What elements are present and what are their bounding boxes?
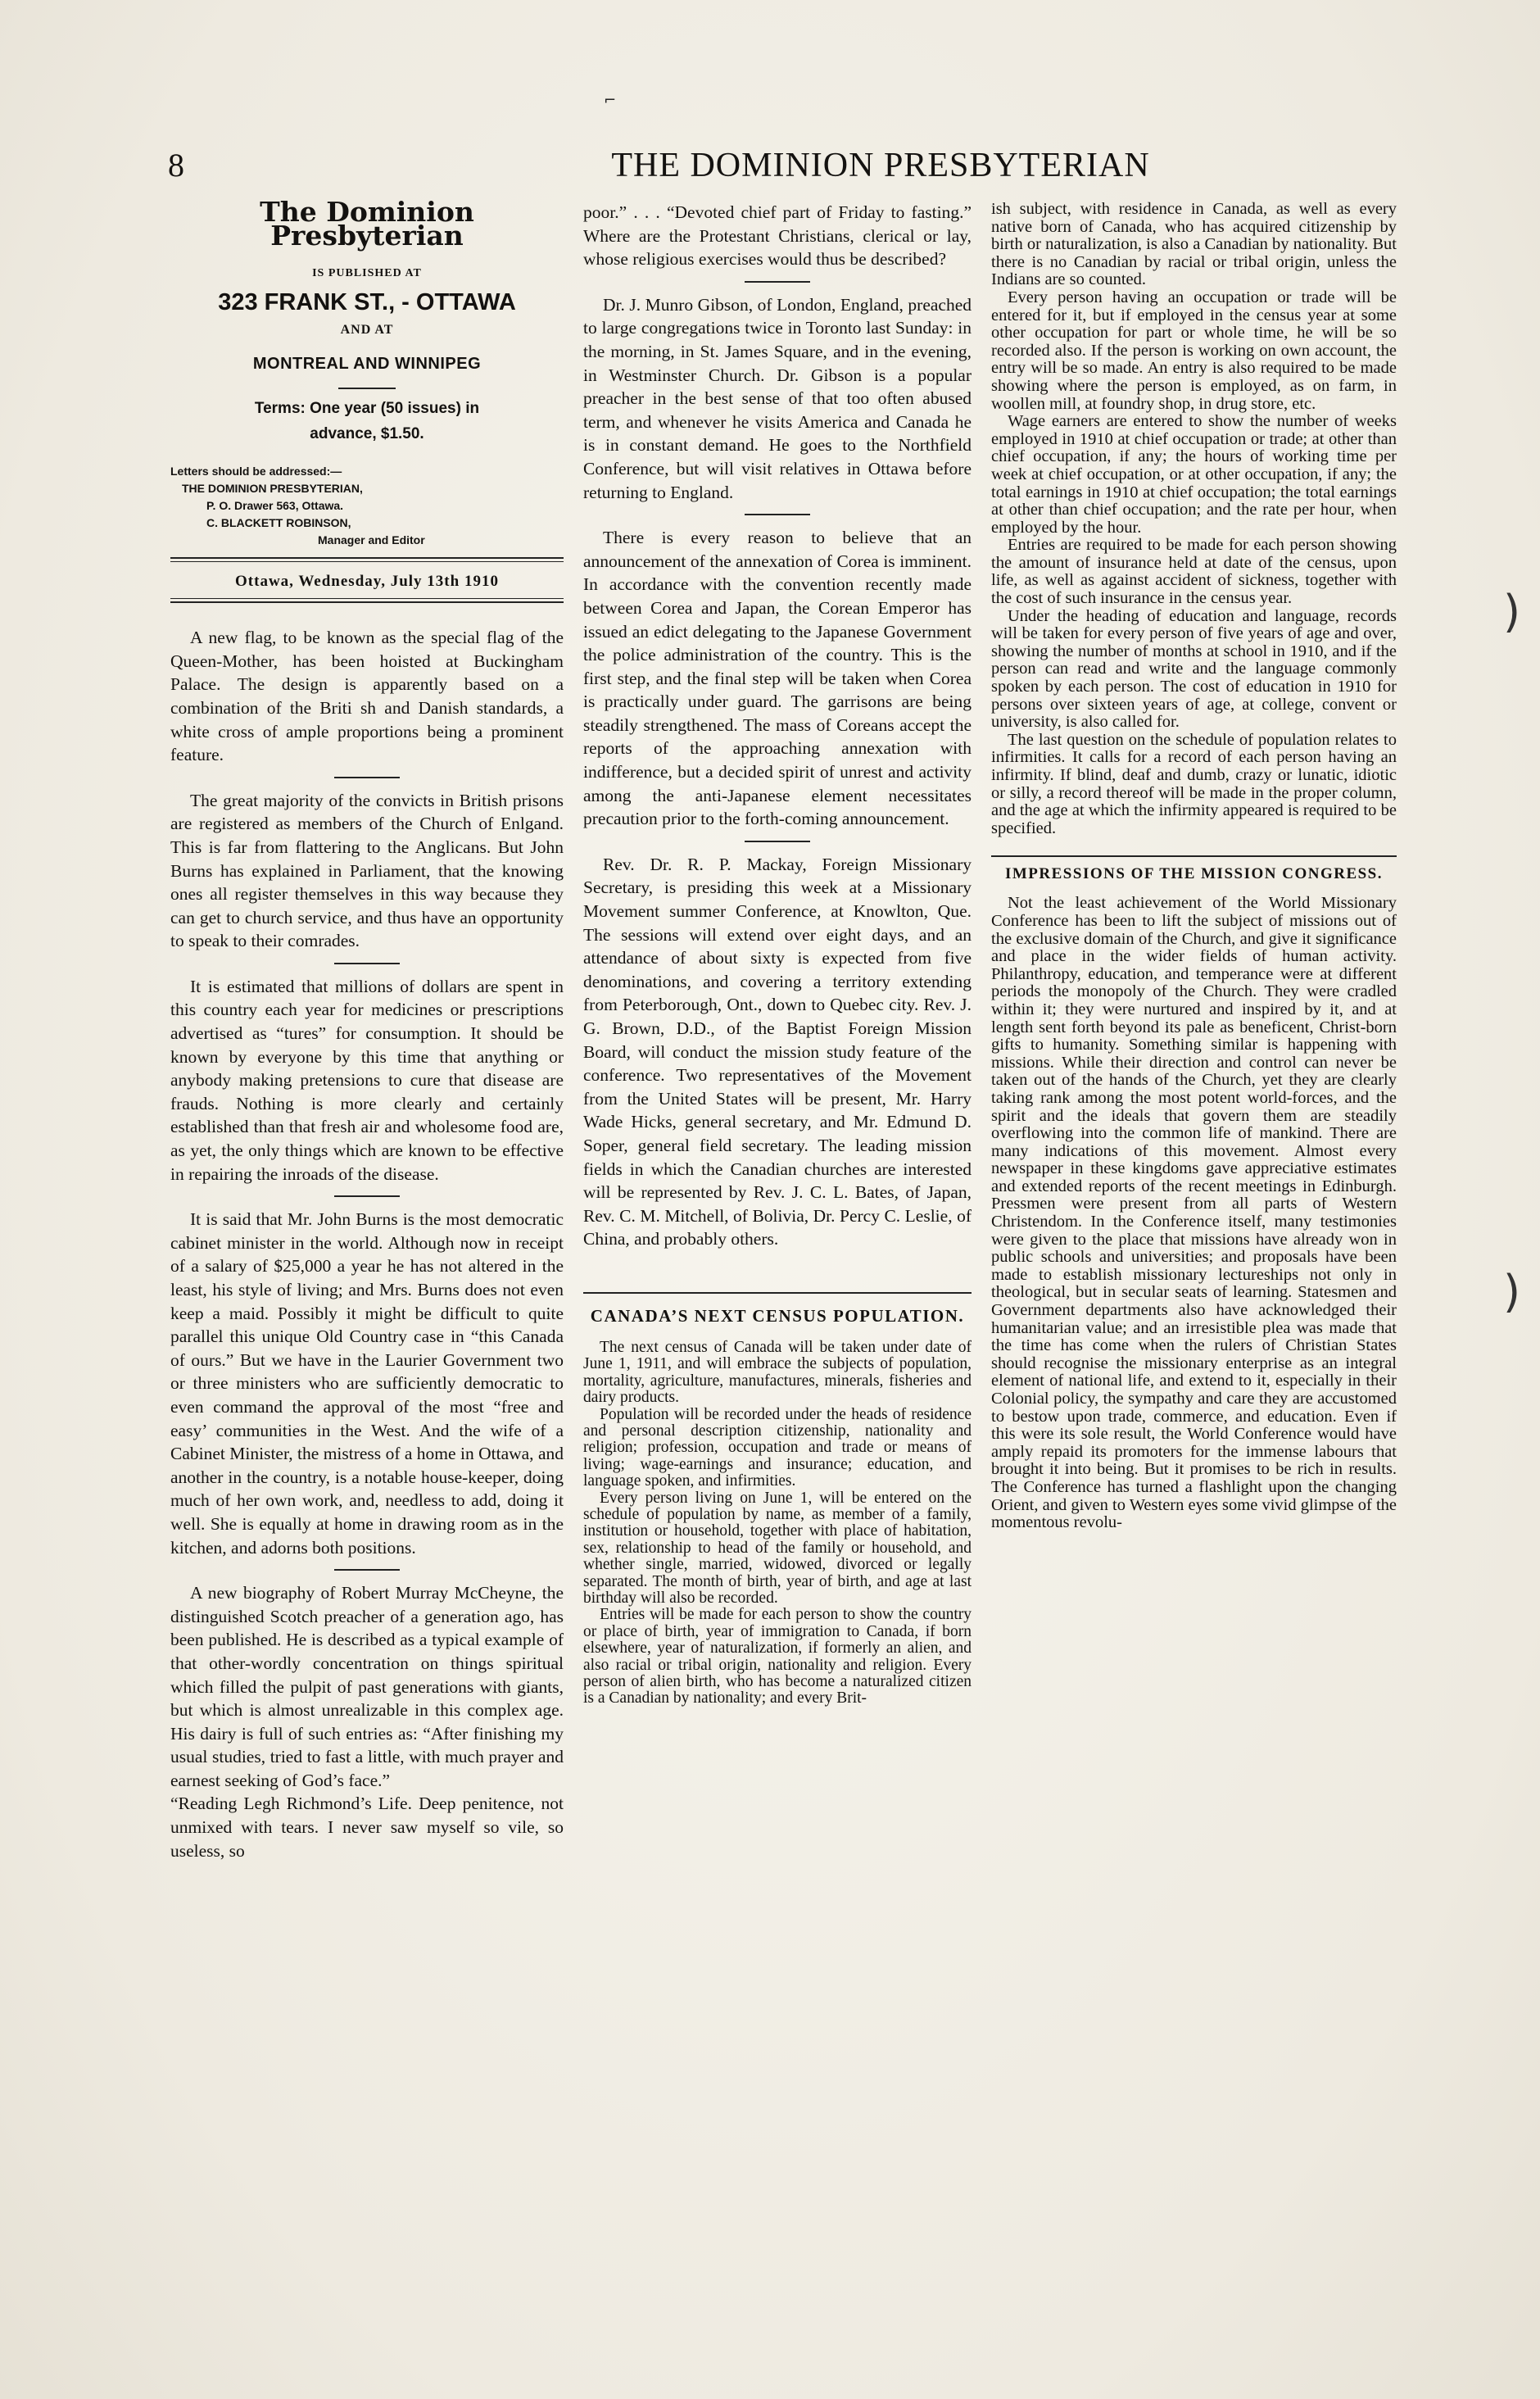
letters-line-4: C. BLACKETT ROBINSON,: [206, 515, 351, 529]
mission-heading: IMPRESSIONS OF THE MISSION CONGRESS.: [1004, 865, 1383, 883]
masthead-and-at: AND AT: [340, 323, 394, 338]
article-munro-gibson: Dr. J. Munro Gibson, of London, England, preached to large congregations twice in Toronto last Sunday: in the morning, in St. James Square, and in the evening, in Westminster Church. Dr. Gibson is a popular preacher in the best sense of that too often abused term, and whenever he visits America and Canada he is in constant demand. He goes to the Northfield Conference, but will visit relatives in Ottawa before returning to England.: [583, 294, 972, 502]
masthead-published-at: IS PUBLISHED AT: [312, 267, 422, 280]
dateline-rule-bottom: [170, 598, 564, 603]
article-mccheyne-quote: “Reading Legh Richmond’s Life. Deep penitence, not unmixed with tears. I never saw myself so vile, so useless, so: [170, 1794, 564, 1861]
article-convicts: The great majority of the convicts in British prisons are registered as members of the Church of Enlgand. This is far from flattering to the Anglicans. But John Burns has explained in Parliament, that the knowing ones all register themselves in this way because they can get to church service, and thus have an opportunity to speak to their comrades.: [170, 790, 564, 951]
terms-line-1: Terms: One year (50 issues) in: [254, 399, 480, 417]
dateline: Ottawa, Wednesday, July 13th 1910: [235, 572, 499, 590]
masthead-terms: [170, 396, 564, 447]
article-mackay-conference: Rev. Dr. R. P. Mackay, Foreign Missionary Secretary, is presiding this week at a Missionary Movement summer Conference, at Knowlton, Que. The sessions will extend over eight days, and an attendance of about sixty is expected from five denominations, and covering a territory extending from Peterborough, Ont., down to Quebec city. Rev. J. G. Brown, D.D., of the Baptist Foreign Mission Board, will conduct the mission study feature of the conference. Two representatives of the Movement from the United States will be present, Mr. Harry Wade Hicks, general secretary, and Mr. Edmund D. Soper, general field secretary. The leading mission fields in which the Canadian churches are interested will be represented by Rev. J. C. L. Bates, of Japan, Rev. C. M. Mitchell, of Bolivia, Dr. Percy C. Leslie, of China, and probably others.: [583, 854, 972, 1249]
terms-line-2: advance, $1.50.: [310, 424, 424, 442]
census-paragraph: Wage earners are entered to show the number of weeks employed in 1910 at chief occupation or trade; at other than chief occupation, if any; the hours of working time per week at chief occupation, or at other occupation, if any; the total earnings in 1910 at chief occupation; the total earnings at other than chief occupation; and the rate per hour, when employed by the hour.: [991, 412, 1397, 537]
separator: [745, 281, 810, 283]
letters-line-3: P. O. Drawer 563, Ottawa.: [206, 498, 344, 512]
top-scan-mark: ⌐: [604, 92, 617, 109]
mission-paragraph: Not the least achievement of the World Missionary Conference has been to lift the subject of missions out of the exclusive domain of the Church, and give it significance and place in the wider fields of human activity. Philanthropy, education, and temperance were at different periods the monopoly of the Church. They were cradled within it; they were nurtured and inspired by it, and at length sent forth beyond its pale as beneficent, Christ-born gifts to humanity. Something similar is happening with missions. While their direction and control can never be taken out of the hands of the Church, yet they are clearly taking rank among the most potent world-forces, and the spirit and the ideals that govern them are steadily overflowing into the common life of mankind. There are many indications of this movement. Almost every newspaper in these kingdoms gave appreciative estimates and extended reports of the recent meetings in Edinburgh. Pressmen were present from all parts of Western Christendom. In the Conference itself, many testimonies were given to the place that missions have already won in public schools and universities; and proposals have been made to establish missionary lectureships not only in theological, but in secular seats of learning. Statesmen and Government departments also have acknowledged their humanitarian value; and an irresistible plea was made that the time has come when the rulers of Christian States should recognise the missionary enterprise as an integral element of national life, and extend to it, especially in their Colonial policy, the sympathy and care they are accustomed to bestow upon trade, commerce, and education. Even if this were its sole result, the World Conference would have amply repaid its promoters for the immense labours that brought it into being. But it promises to be rich in results. The Conference has turned a flashlight upon the changing Orient, and given to Western eyes some vivid glimpse of the momentous revolu-: [991, 894, 1397, 1532]
right-edge-bracket-upper: ): [1503, 586, 1521, 637]
article-flag: A new flag, to be known as the special flag of the Queen-Mother, has been hoisted at Buckingham Palace. The design is apparently based on a combination of the Briti sh and Danish standards, a white cross of ample proportions being a prominent feature.: [170, 628, 564, 765]
separator: [334, 1569, 400, 1571]
census-paragraph: Every person living on June 1, will be entered on the schedule of population by name, as member of a family, institution or household, together with place of habitation, sex, relationship to head of the family or household, and whether single, married, widowed, divorced or legally separated. The month of birth, year of birth, and age at last birthday will also be recorded.: [583, 1489, 972, 1608]
separator: [745, 514, 810, 515]
letters-line-5: Manager and Editor: [318, 533, 425, 546]
page-header: [168, 146, 1397, 195]
separator: [334, 963, 400, 964]
census-paragraph: Every person having an occupation or trade will be entered for it, but if employed in the census year at some other occupation for part or whole time, he will be so recorded also. If the person is working on own account, the entry will be so made. An entry is also required to be made showing where the person is employed, as on farm, in woollen mill, at foundry shop, in drug store, etc.: [991, 288, 1397, 413]
article-corea: There is every reason to believe that an announcement of the annexation of Corea is imminent. In accordance with the convention recently made between Corea and Japan, the Corean Emperor has issued an edict delegating to the Japanese Government the police administration of the country. This is the first step, and the final step will be taken when Corea is practically under guard. The garrisons are being steadily strengthened. The mass of Coreans accept the reports of the approaching annexation with indifference, but a decided spirit of unrest and activity among the anti-Japanese element necessitates precaution prior to the forth-coming announcement.: [583, 528, 972, 829]
right-edge-bracket-lower: ): [1503, 1266, 1521, 1317]
census-article-continued: [991, 201, 1397, 837]
census-paragraph: The last question on the schedule of population relates to infirmities. It calls for a record of each person having an infirmity. If blind, deaf and dumb, crazy or lunatic, idiotic or silly, a record thereof will be made in the proper column, and the age at which the infirmity appeared is required to be specified.: [991, 730, 1397, 837]
separator: [745, 841, 810, 842]
census-paragraph: Population will be recorded under the heads of residence and personal description citizenship, nationality and religion; profession, occupation and trade or means of living; wage-earnings and insurance; education, and language spoken, and infirmities.: [583, 1405, 972, 1490]
census-paragraph: ish subject, with residence in Canada, as well as every native born of Canada, who has acquired citizenship by birth or naturalization, is also a Canadian by nationality. But there is no Canadian by racial or tribal origin, unless the Indians are so counted.: [991, 200, 1397, 289]
column-1: [170, 196, 564, 1862]
letters-line-1: Letters should be addressed:—: [170, 464, 342, 478]
census-paragraph: Entries will be made for each person to show the country or place of birth, year of immigration to Canada, if born elsewhere, year of naturalization, if formerly an alien, and also racial or tribal origin, nationality and religion. Every person of alien birth, who has become a naturalized citizen is a Canadian by nationality; and every Brit-: [583, 1606, 972, 1707]
census-paragraph: Under the heading of education and language, records will be taken for every person of five years of age and over, showing the number of months at school in 1910, and if the person can read and write and the language commonly spoken by each person. The cost of education in 1910 for persons over sixteen years of age, at college, convent or university, is also called for.: [991, 606, 1397, 732]
census-article: [583, 1340, 972, 1707]
census-paragraph: The next census of Canada will be taken under date of June 1, 1911, and will embrace the subjects of population, mortality, agriculture, manufactures, minerals, fisheries and dairy products.: [583, 1338, 972, 1407]
masthead-letters: [170, 463, 564, 549]
separator: [334, 777, 400, 778]
census-paragraph: Entries are required to be made for each person showing the amount of insurance held at date of the census, upon life, as well as against accident of sickness, together with the cost of such insurance in the census year.: [991, 536, 1397, 608]
separator: [334, 1195, 400, 1197]
running-head: THE DOMINION PRESBYTERIAN: [611, 147, 1150, 184]
letters-line-2: THE DOMINION PRESBYTERIAN,: [182, 481, 363, 495]
masthead-rule: [338, 388, 396, 389]
mission-heading-rule: [991, 855, 1397, 857]
article-john-burns: It is said that Mr. John Burns is the most democratic cabinet minister in the world. Although now in receipt of a salary of $25,000 a year he has not altered in the least, his style of living; and Mrs. Burns does not even keep a maid. Possibly it might be difficult to quite parallel this unique Old Country case in “this Canada of ours.” But we have in the Laurier Government two or three ministers who are sufficiently democratic to even command the approval of the most “free and easy’ communities in the West. And the wife of a Cabinet Minister, the mistress of a home in Ottawa, and another in the country, is a notable house-keeper, doing much of her own work, and, needless to add, doing it well. She is equally at home in drawing room as in the kitchen, and adorns both positions.: [170, 1209, 564, 1558]
census-heading: CANADA’S NEXT CENSUS POPULATION.: [590, 1305, 965, 1326]
masthead: [170, 196, 564, 603]
column-3: [991, 201, 1397, 1532]
article-mccheyne: A new biography of Robert Murray McCheyne, the distinguished Scotch preacher of a generation ago, has been published. He is described as a typical example of that other-wordly concentration on things spiritual which filled the pulpit of past generations with giants, but which is almost unrealizable in this complex age. His dairy is full of such entries as: “After finishing my usual studies, tried to fast a little, with much prayer and earnest seeking of God’s face.”: [170, 1583, 564, 1790]
article-consumption-cures: It is estimated that millions of dollars are spent in this country each year for medicines or prescriptions advertised as “tures” for consumption. It should be known by everyone by this time that anything or anybody making pretensions to cure that disease are frauds. Nothing is more clearly and certainly established than that fresh air and wholesome food are, as yet, the only things which are known to be effective in repairing the inroads of the disease.: [170, 976, 564, 1184]
masthead-title: The Dominion Presbyterian: [260, 196, 474, 252]
page-number: 8: [168, 147, 184, 184]
census-heading-rule: [583, 1292, 972, 1294]
article-mccheyne-continued: poor.” . . . “Devoted chief part of Friday to fasting.” Where are the Protestant Christians, clerical or lay, whose religious exercises would thus be described?: [583, 202, 972, 270]
masthead-cities: MONTREAL AND WINNIPEG: [252, 354, 482, 373]
mission-article: [991, 895, 1397, 1531]
column-2: [583, 201, 972, 1707]
masthead-address: 323 FRANK ST., - OTTAWA: [218, 288, 516, 315]
